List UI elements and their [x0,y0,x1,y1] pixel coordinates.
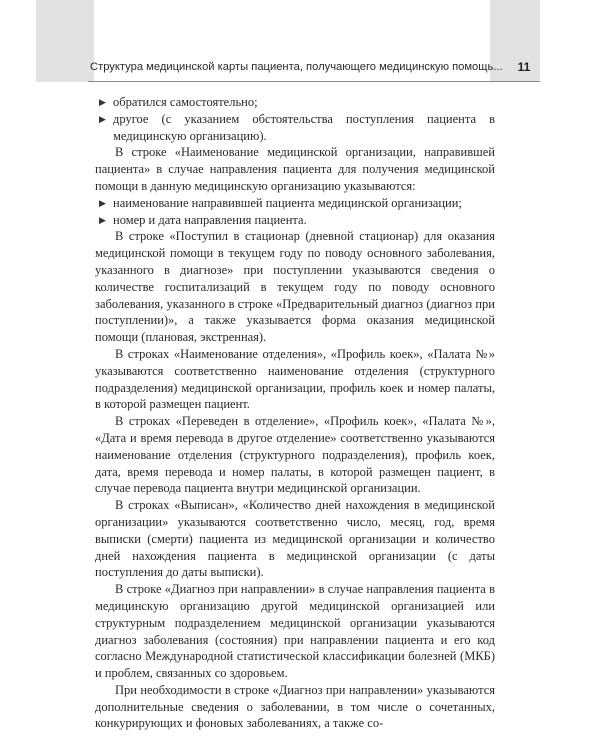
triangle-bullet-icon: ▶ [99,97,106,107]
paragraph: В строке «Поступил в стационар (дневной стационар) для оказания медицинской помощи в текущем году по поводу основного заболевания, указанного в диагнозе» при поступлении указываются сведения о количестве госпитализаций в текущем году по поводу основного заболевания, указанного в строке «Предварительный диагноз (диагноз при поступлении)», а также указывается форма оказания медицинской помощи (плановая, экстренная). [95,229,495,345]
paragraph: В строке «Диагноз при направлении» в случае направления пациента в медицинскую организацию другой медицинской организацией или структурным подразделением медицинской организации указываются диагноз заболевания (состояния) при направлении пациента и его код согласно Международной статистической классификации болезней (МКБ) и проблем, связанных со здоровьем. [95,582,495,681]
list-item: ▶ обратился самостоятельно; [99,95,258,109]
header-tab-left [36,0,94,82]
page-number: 11 [517,60,531,74]
page-body [95,94,495,732]
bullet-list-admission [95,94,495,144]
list-item: ▶ наименование направившей пациента медицинской организации; [99,195,462,210]
running-header-title: Структура медицинской карты пациента, получающего медицинскую помощь... [90,61,503,73]
header-rule [88,81,540,82]
running-header [88,59,540,81]
triangle-bullet-icon: ▶ [99,113,106,124]
bullet-list-referral [95,195,495,229]
triangle-bullet-icon: ▶ [99,214,106,225]
paragraph: В строках «Выписан», «Количество дней нахождения в медицинской организации» указываются соответственно число, месяц, год, время выписки (смерти) пациента из медицинской организации и количество дней нахождения пациента в медицинской организации (с даты поступления до даты выписки). [95,498,495,580]
list-item: ▶ другое (с указанием обстоятельства поступления пациента в медицинскую организацию). [99,111,495,143]
paragraph: В строках «Переведен в отделение», «Профиль коек», «Палата №», «Дата и время перевода в другое отделение» соответственно указываются наименование отделения (структурного подразделения), профиль коек, дата, время перевода и номер палаты, в которой размещен пациент, в случае перевода пациента внутри медицинской организации. [95,414,495,496]
triangle-bullet-icon: ▶ [99,197,106,208]
paragraph: При необходимости в строке «Диагноз при направлении» указываются дополнительные сведения о заболевании, в том числе о сочетанных, конкурирующих и фоновых заболеваниях, а также со- [95,682,495,731]
paragraph: В строках «Наименование отделения», «Профиль коек», «Палата №» указываются соответственно наименование отделения (структурного подразделения) медицинской организации, профиль коек и номер палаты, в которой размещен пациент. [95,346,495,412]
list-item: ▶ номер и дата направления пациента. [99,212,307,227]
paragraph: В строке «Наименование медицинской организации, направившей пациента» в случае направления пациента для получения медицинской помощи в данную медицинскую организацию указываются: [95,145,495,193]
